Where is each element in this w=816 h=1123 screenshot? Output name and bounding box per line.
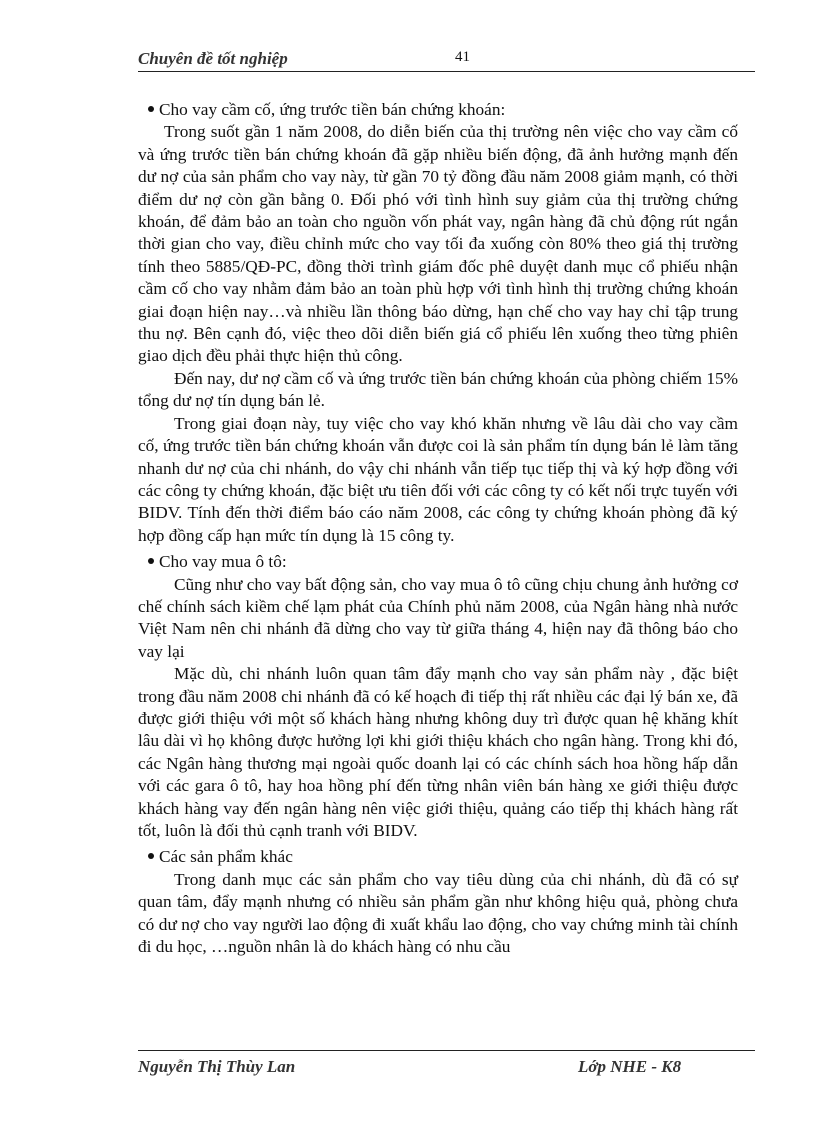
paragraph: Mặc dù, chi nhánh luôn quan tâm đẩy mạnh cho vay sản phẩm này , đặc biệt trong đầu năm 2008 chi nhánh đã có kế hoạch đi tiếp thị rất nhiều các đại lý bán xe, đã được giới thiệu với một số khách hàng nhưng không duy trì được quan hệ khăng khít lâu dài vì họ không được hưởng lợi khi giới thiệu khách cho ngân hàng. Trong khi đó, các Ngân hàng thương mại ngoài quốc doanh lại có các chính sách hoa hồng hấp dẫn với các gara ô tô, hay hoa hồng phí đến từng nhân viên bán hàng xe giới thiệu được khách hàng vay đến ngân hàng nên việc giới thiệu, quảng cáo tiếp thị khách hàng rất tốt, luôn là đối thủ cạnh tranh với BIDV. xyxy=(138,664,738,840)
document-body xyxy=(138,95,738,958)
page-number: 41 xyxy=(455,49,470,65)
section-heading-text: Cho vay cầm cố, ứng trước tiền bán chứng khoán: xyxy=(159,100,506,119)
paragraph: Trong giai đoạn này, tuy việc cho vay khó khăn nhưng về lâu dài cho vay cầm cố, ứng trước tiền bán chứng khoán vẫn được coi là sản phẩm tín dụng bán lẻ làm tăng nhanh dư nợ của chi nhánh, do vậy chi nhánh vẫn tiếp tục tiếp thị và ký hợp đồng với các công ty chứng khoán, đặc biệt ưu tiên đối với các công ty có kết nối trực tuyến với BIDV. Tính đến thời điểm báo cáo năm 2008, các công ty chứng khoán phòng đã ký hợp đồng cấp hạn mức tín dụng là 15 công ty. xyxy=(138,413,738,545)
section-heading-text: Các sản phẩm khác xyxy=(159,847,293,867)
section-heading xyxy=(138,846,738,868)
paragraph: Cũng như cho vay bất động sản, cho vay mua ô tô cũng chịu chung ảnh hưởng cơ chế chính sách kiềm chế lạm phát của Chính phủ năm 2008, của Ngân hàng nhà nước Việt Nam nên chi nhánh đã dừng cho vay từ giữa tháng 4, hiện nay đã thông báo cho vay lại xyxy=(138,574,738,661)
paragraph: Trong danh mục các sản phẩm cho vay tiêu dùng của chi nhánh, dù đã có sự quan tâm, đẩy mạnh nhưng có nhiều sản phẩm gần như không hiệu quả, phòng chưa có dư nợ cho vay người lao động đi xuất khẩu lao động, cho vay chứng minh tài chính đi du học, …nguồn nhân là do khách hàng có nhu cầu xyxy=(138,869,738,957)
page-footer xyxy=(138,1050,755,1076)
document-title: Chuyên đề tốt nghiệp xyxy=(138,49,288,68)
author-name: Nguyễn Thị Thùy Lan xyxy=(138,1057,296,1076)
bullet-icon xyxy=(148,853,154,859)
section-heading xyxy=(138,99,738,121)
bullet-icon xyxy=(148,106,154,112)
section-heading xyxy=(138,551,738,573)
class-label: Lớp NHE - K8 xyxy=(578,1057,682,1076)
paragraph: Trong suốt gần 1 năm 2008, do diễn biến của thị trường nên việc cho vay cầm cố và ứng trước tiền bán chứng khoán đã gặp nhiều biến động, đã ảnh hưởng mạnh đến dư nợ của sản phẩm cho vay này, từ gần 70 tỷ đồng đầu năm 2008 giảm mạnh, có thời điểm dư nợ còn gần bằng 0. Đối phó với tình hình suy giảm của thị trường chứng khoán, để đảm bảo an toàn cho nguồn vốn phát vay, ngân hàng đã chủ động rút ngắn thời gian cho vay, điều chỉnh mức cho vay tối đa xuống còn 80% theo giá thị trường tính theo 5885/QĐ-PC, đồng thời trình giám đốc phê duyệt danh mục cổ phiếu nhận cầm cố cho vay nhằm đảm bảo an toàn phù hợp với tình hình thị trường chứng khoán giai đoạn hiện nay…và nhiều lần thông báo dừng, hạn chế cho vay hay chỉ tập trung thu nợ. Bên cạnh đó, việc theo dõi diễn biến giá cổ phiếu lên xuống theo từng phiên giao dịch đều phải thực hiện thủ công. xyxy=(138,122,738,366)
page-header xyxy=(138,49,755,72)
paragraph: Đến nay, dư nợ cầm cố và ứng trước tiền bán chứng khoán của phòng chiếm 15% tổng dư nợ tín dụng bán lẻ. xyxy=(138,368,738,411)
section-heading-text: Cho vay mua ô tô: xyxy=(159,552,287,572)
bullet-icon xyxy=(148,558,154,564)
